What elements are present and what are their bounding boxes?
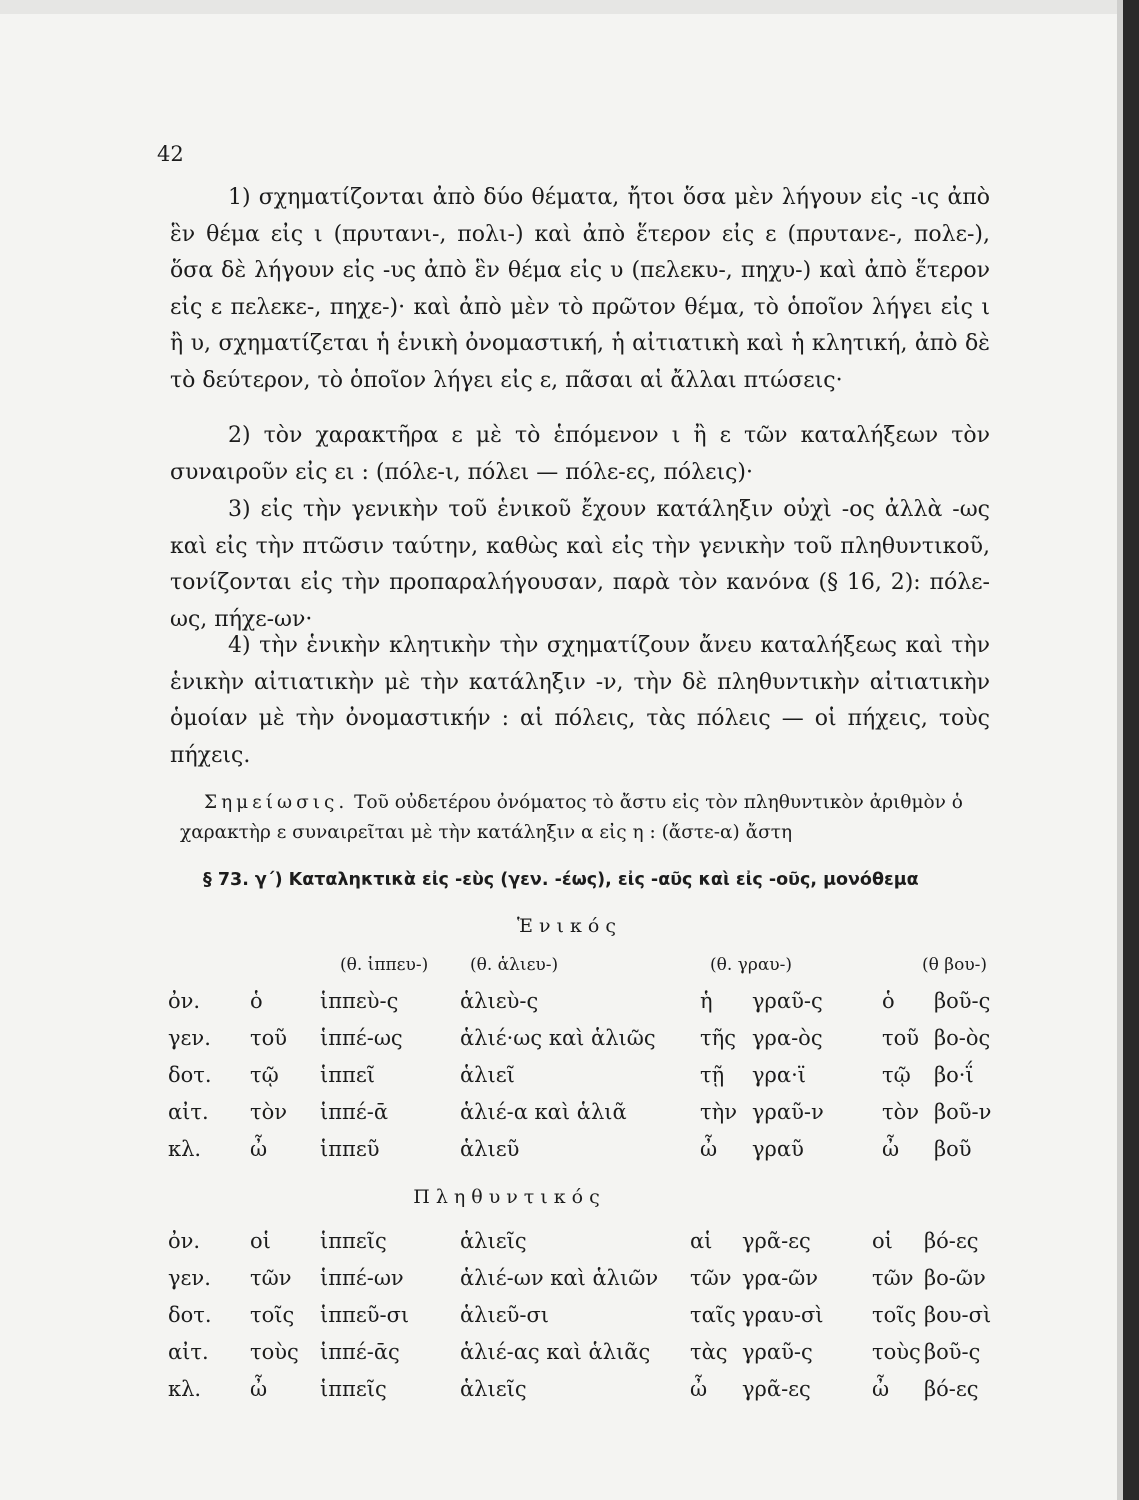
singular-row [168, 1130, 1014, 1167]
plural-art-cell: τοὺς [250, 1339, 299, 1364]
note-text: Τοῦ οὐδετέρου ὀνόματος τὸ ἄστυ εἰς τὸν πληθυντικὸν ἀριθμὸν ὁ χαρακτὴρ ε συναιρεῖται μὲ τὴν κατάληξιν α εἰς η : (ἄστε-α) ἄστη [180, 792, 963, 843]
singular-row [168, 1093, 1014, 1130]
singular-halieus-cell: ἁλιέ·ως καὶ ἁλιῶς [460, 1025, 656, 1050]
plural-bous-cell: βό-ες [924, 1228, 979, 1253]
singular-hippeus-cell: ἱππεῦ [320, 1136, 380, 1161]
singular-hippeus-cell: ἱππεὺ-ς [320, 988, 399, 1013]
singular-hippeus-cell: ἱππεῖ [320, 1062, 375, 1087]
plural-halieus-cell: ἁλιεῖς [460, 1376, 527, 1401]
plural-art2-cell: ὦ [690, 1376, 708, 1401]
paragraph-2 [170, 418, 990, 491]
singular-bous-cell: βοῦ [934, 1136, 972, 1161]
plural-graus-cell: γρᾶ-ες [742, 1228, 811, 1253]
singular-graus-cell: γρα-ὸς [752, 1025, 823, 1050]
singular-table [168, 948, 1014, 1167]
singular-case-cell: δοτ. [168, 1062, 212, 1087]
plural-case-cell: γεν. [168, 1265, 211, 1290]
plural-art3-cell: τοὺς [872, 1339, 921, 1364]
paragraph-2-text: 2) τὸν χαρακτῆρα ε μὲ τὸ ἑπόμενον ι ἢ ε τῶν καταλήξεων τὸν συναιροῦν εἰς ει : (πόλε-ι, πόλει — πόλε-ες, πόλεις)· [170, 423, 990, 485]
plural-case-cell: δοτ. [168, 1302, 212, 1327]
singular-art-cell: ὁ [250, 988, 263, 1013]
singular-art2-cell: τῆς [700, 1025, 736, 1050]
singular-art3-cell: τοῦ [882, 1025, 920, 1050]
plural-art3-cell: τοῖς [872, 1302, 917, 1327]
plural-row [168, 1259, 1004, 1296]
singular-row [168, 1019, 1014, 1056]
plural-art-cell: τῶν [250, 1265, 292, 1290]
singular-art-cell: ὦ [250, 1136, 268, 1161]
singular-hippeus-cell: ἱππέ-ᾱ [320, 1099, 388, 1124]
singular-bous-cell: βο·ΐ [934, 1062, 974, 1087]
plural-row [168, 1333, 1004, 1370]
singular-art-cell: τοῦ [250, 1025, 288, 1050]
stem-graus: (θ. γραυ-) [710, 955, 793, 975]
plural-halieus-cell: ἁλιέ-ας καὶ ἁλιᾶς [460, 1339, 651, 1364]
singular-row [168, 982, 1014, 1019]
plural-graus-cell: γραυ-σὶ [742, 1302, 824, 1327]
singular-halieus-cell: ἁλιεῦ [460, 1136, 520, 1161]
singular-art2-cell: τῇ [700, 1062, 725, 1087]
paragraph-4 [170, 628, 990, 774]
plural-row [168, 1370, 1004, 1407]
singular-rows [168, 982, 1014, 1167]
plural-art-cell: ὦ [250, 1376, 268, 1401]
stems-row [168, 948, 1014, 982]
plural-row [168, 1296, 1004, 1333]
plural-art3-cell: ὦ [872, 1376, 890, 1401]
plural-halieus-cell: ἁλιέ-ων καὶ ἁλιῶν [460, 1265, 659, 1290]
plural-bous-cell: βό-ες [924, 1376, 979, 1401]
plural-halieus-cell: ἁλιεῖς [460, 1228, 527, 1253]
plural-halieus-cell: ἁλιεῦ-σι [460, 1302, 550, 1327]
singular-art3-cell: ὁ [882, 988, 895, 1013]
plural-art2-cell: αἱ [690, 1228, 713, 1253]
plural-art-cell: τοῖς [250, 1302, 295, 1327]
plural-art2-cell: τῶν [690, 1265, 732, 1290]
note [180, 788, 990, 848]
plural-art2-cell: τὰς [690, 1339, 728, 1364]
scan-edge-top [0, 0, 1139, 14]
plural-hippeus-cell: ἱππέ-ᾱς [320, 1339, 400, 1364]
singular-halieus-cell: ἁλιέ-α καὶ ἁλιᾶ [460, 1099, 627, 1124]
plural-hippeus-cell: ἱππέ-ων [320, 1265, 404, 1290]
plural-rows [168, 1222, 1004, 1407]
singular-halieus-cell: ἁλιεὺ-ς [460, 988, 539, 1013]
scan-edge-right [1123, 0, 1139, 1500]
singular-art2-cell: ὦ [700, 1136, 718, 1161]
singular-case-cell: αἰτ. [168, 1099, 209, 1124]
plural-art3-cell: τῶν [872, 1265, 914, 1290]
plural-bous-cell: βο-ῶν [924, 1265, 986, 1290]
paragraph-1 [170, 180, 990, 399]
note-label: Σημείωσις. [204, 792, 349, 813]
singular-graus-cell: γραῦ-ς [752, 988, 823, 1013]
singular-graus-cell: γρα·ϊ [752, 1062, 806, 1087]
plural-hippeus-cell: ἱππεῦ-σι [320, 1302, 410, 1327]
plural-art3-cell: οἱ [872, 1228, 893, 1253]
plural-row [168, 1222, 1004, 1259]
singular-row [168, 1056, 1014, 1093]
plural-hippeus-cell: ἱππεῖς [320, 1376, 387, 1401]
stem-halieus: (θ. ἁλιευ-) [470, 955, 559, 975]
plural-bous-cell: βοῦ-ς [924, 1339, 981, 1364]
singular-hippeus-cell: ἱππέ-ως [320, 1025, 403, 1050]
singular-graus-cell: γραῦ-ν [752, 1099, 824, 1124]
paragraph-3-text: 3) εἰς τὴν γενικὴν τοῦ ἑνικοῦ ἔχουν κατάληξιν οὐχὶ -ος ἀλλὰ -ως καὶ εἰς τὴν πτῶσιν ταύτην, καθὼς καὶ εἰς τὴν γενικὴν τοῦ πληθυντικοῦ, τονίζονται εἰς τὴν προπαραλήγουσαν, παρὰ τὸν κανόνα (§ 16, 2): πόλε-ως, πήχε-ων· [170, 497, 990, 632]
paragraph-3 [170, 492, 990, 638]
singular-bous-cell: βο-ὸς [934, 1025, 991, 1050]
singular-bous-cell: βοῦ-ν [934, 1099, 992, 1124]
plural-hippeus-cell: ἱππεῖς [320, 1228, 387, 1253]
plural-art2-cell: ταῖς [690, 1302, 736, 1327]
plural-case-cell: κλ. [168, 1376, 202, 1401]
plural-graus-cell: γρα-ῶν [742, 1265, 819, 1290]
plural-case-cell: αἰτ. [168, 1339, 209, 1364]
singular-art3-cell: τῷ [882, 1062, 911, 1087]
plural-case-cell: ὀν. [168, 1228, 201, 1253]
singular-bous-cell: βοῦ-ς [934, 988, 991, 1013]
plural-graus-cell: γραῦ-ς [742, 1339, 813, 1364]
singular-case-cell: γεν. [168, 1025, 211, 1050]
singular-art-cell: τὸν [250, 1099, 288, 1124]
singular-case-cell: κλ. [168, 1136, 202, 1161]
singular-case-cell: ὀν. [168, 988, 201, 1013]
singular-art2-cell: ἡ [700, 988, 713, 1013]
stem-bous: (θ βου-) [922, 955, 988, 975]
stem-hippeus: (θ. ἱππευ-) [340, 955, 429, 975]
singular-art-cell: τῷ [250, 1062, 279, 1087]
plural-bous-cell: βου-σὶ [924, 1302, 992, 1327]
singular-title: Ἑνικός [517, 915, 622, 937]
singular-graus-cell: γραῦ [752, 1136, 804, 1161]
paragraph-1-text: 1) σχηματίζονται ἀπὸ δύο θέματα, ἤτοι ὅσα μὲν λήγουν εἰς -ις ἀπὸ ἓν θέμα εἰς ι (πρυτανι-, πολι-) καὶ ἀπὸ ἕτερον εἰς ε (πρυτανε-, πολε-), ὅσα δὲ λήγουν εἰς -υς ἀπὸ ἓν θέμα εἰς υ (πελεκυ-, πηχυ-) καὶ ἀπὸ ἕτερον εἰς ε πελεκε-, πηχε-)· καὶ ἀπὸ μὲν τὸ πρῶτον θέμα, τὸ ὁποῖον λήγει εἰς ι ἢ υ, σχηματίζεται ἡ ἑνικὴ ὀνομαστική, ἡ αἰτιατικὴ καὶ ἡ κλητική, ἀπὸ δὲ τὸ δεύτερον, τὸ ὁποῖον λήγει εἰς ε, πᾶσαι αἱ ἄλλαι πτώσεις· [170, 185, 990, 393]
singular-art2-cell: τὴν [700, 1099, 737, 1124]
plural-art-cell: οἱ [250, 1228, 271, 1253]
plural-graus-cell: γρᾶ-ες [742, 1376, 811, 1401]
plural-table [168, 1222, 1004, 1407]
section-heading: § 73. γ΄) Καταληκτικὰ εἰς -εὺς (γεν. -έως), εἰς -αῦς καὶ εἰς -οῦς, μονόθεμα [203, 870, 919, 890]
singular-art3-cell: τὸν [882, 1099, 920, 1124]
plural-title: Πληθυντικός [413, 1186, 606, 1208]
page-number: 42 [157, 142, 184, 166]
singular-halieus-cell: ἁλιεῖ [460, 1062, 515, 1087]
paragraph-4-text: 4) τὴν ἑνικὴν κλητικὴν τὴν σχηματίζουν ἄνευ καταλήξεως καὶ τὴν ἑνικὴν αἰτιατικὴν μὲ τὴν κατάληξιν -ν, τὴν δὲ πληθυντικὴν αἰτιατικὴν ὁμοίαν μὲ τὴν ὀνομαστικήν : αἱ πόλεις, τὰς πόλεις — οἱ πήχεις, τοὺς πήχεις. [170, 633, 990, 768]
singular-art3-cell: ὦ [882, 1136, 900, 1161]
